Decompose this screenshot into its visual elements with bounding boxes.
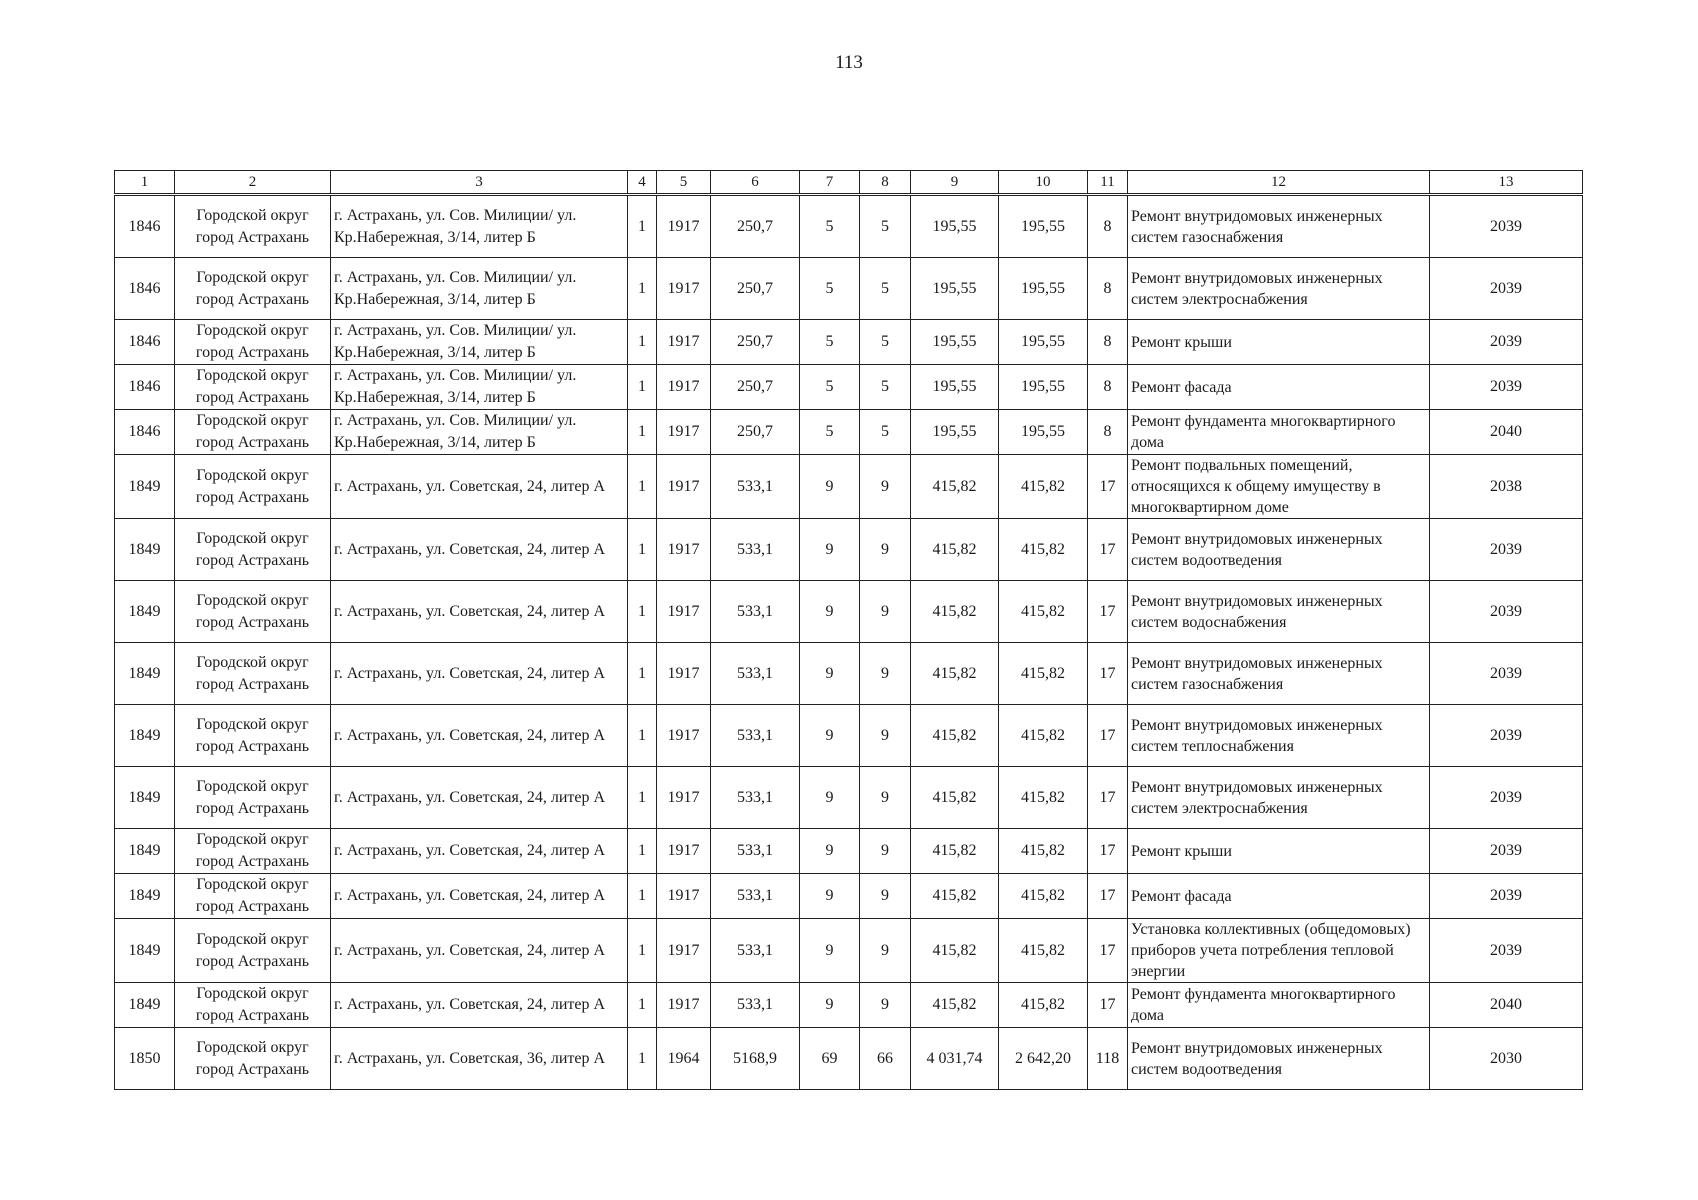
cell-record-number: 1849 — [115, 983, 175, 1028]
cell-col-4: 1 — [628, 410, 657, 455]
cell-col-11: 17 — [1088, 643, 1128, 705]
cell-col-7: 5 — [800, 258, 860, 320]
cell-col-7: 69 — [800, 1028, 860, 1090]
cell-col-6: 533,1 — [711, 983, 800, 1028]
cell-planned-year: 2040 — [1430, 983, 1583, 1028]
cell-col-9: 195,55 — [911, 195, 999, 258]
cell-address: г. Астрахань, ул. Сов. Милиции/ ул. Кр.Набережная, 3/14, литер Б — [331, 320, 628, 365]
cell-address: г. Астрахань, ул. Советская, 24, литер А — [331, 455, 628, 519]
cell-year: 1917 — [657, 829, 711, 874]
cell-planned-year: 2039 — [1430, 365, 1583, 410]
header-col-13: 13 — [1430, 171, 1583, 195]
header-col-7: 7 — [800, 171, 860, 195]
cell-municipality: Городской округ город Астрахань — [175, 643, 331, 705]
table-row — [115, 195, 1583, 258]
cell-col-11: 8 — [1088, 258, 1128, 320]
cell-col-6: 533,1 — [711, 643, 800, 705]
cell-col-8: 9 — [860, 581, 911, 643]
cell-col-9: 415,82 — [911, 829, 999, 874]
cell-col-6: 250,7 — [711, 320, 800, 365]
header-col-3: 3 — [331, 171, 628, 195]
table-row — [115, 983, 1583, 1028]
table-row — [115, 705, 1583, 767]
cell-col-8: 5 — [860, 365, 911, 410]
cell-col-4: 1 — [628, 258, 657, 320]
cell-work-type: Ремонт фасада — [1128, 874, 1430, 919]
cell-municipality: Городской округ город Астрахань — [175, 195, 331, 258]
cell-planned-year: 2039 — [1430, 705, 1583, 767]
cell-col-10: 195,55 — [999, 410, 1088, 455]
cell-year: 1917 — [657, 919, 711, 983]
cell-municipality: Городской округ город Астрахань — [175, 705, 331, 767]
cell-col-10: 415,82 — [999, 919, 1088, 983]
cell-col-7: 9 — [800, 767, 860, 829]
cell-col-11: 17 — [1088, 581, 1128, 643]
cell-col-10: 415,82 — [999, 455, 1088, 519]
cell-year: 1917 — [657, 983, 711, 1028]
cell-col-11: 17 — [1088, 767, 1128, 829]
cell-work-type: Ремонт крыши — [1128, 320, 1430, 365]
cell-work-type: Ремонт фасада — [1128, 365, 1430, 410]
cell-work-type: Ремонт фундамента многоквартирного дома — [1128, 410, 1430, 455]
cell-col-6: 533,1 — [711, 455, 800, 519]
cell-col-10: 415,82 — [999, 767, 1088, 829]
cell-col-4: 1 — [628, 643, 657, 705]
table-row — [115, 919, 1583, 983]
table-row — [115, 767, 1583, 829]
cell-planned-year: 2039 — [1430, 829, 1583, 874]
cell-municipality: Городской округ город Астрахань — [175, 410, 331, 455]
capital-repair-table — [114, 170, 1583, 1090]
cell-col-4: 1 — [628, 983, 657, 1028]
cell-planned-year: 2039 — [1430, 258, 1583, 320]
cell-record-number: 1846 — [115, 195, 175, 258]
cell-record-number: 1846 — [115, 365, 175, 410]
cell-work-type: Установка коллективных (общедомовых) приборов учета потребления тепловой энергии — [1128, 919, 1430, 983]
header-col-5: 5 — [657, 171, 711, 195]
cell-record-number: 1846 — [115, 258, 175, 320]
cell-address: г. Астрахань, ул. Сов. Милиции/ ул. Кр.Набережная, 3/14, литер Б — [331, 258, 628, 320]
cell-col-8: 9 — [860, 643, 911, 705]
cell-col-6: 533,1 — [711, 581, 800, 643]
cell-work-type: Ремонт внутридомовых инженерных систем электроснабжения — [1128, 258, 1430, 320]
cell-address: г. Астрахань, ул. Сов. Милиции/ ул. Кр.Набережная, 3/14, литер Б — [331, 410, 628, 455]
cell-col-8: 9 — [860, 874, 911, 919]
cell-address: г. Астрахань, ул. Сов. Милиции/ ул. Кр.Набережная, 3/14, литер Б — [331, 195, 628, 258]
cell-col-6: 533,1 — [711, 829, 800, 874]
cell-col-9: 415,82 — [911, 874, 999, 919]
cell-col-8: 9 — [860, 705, 911, 767]
cell-col-10: 415,82 — [999, 643, 1088, 705]
cell-work-type: Ремонт внутридомовых инженерных систем газоснабжения — [1128, 195, 1430, 258]
cell-col-7: 9 — [800, 874, 860, 919]
cell-year: 1917 — [657, 195, 711, 258]
cell-col-11: 17 — [1088, 455, 1128, 519]
header-col-8: 8 — [860, 171, 911, 195]
cell-record-number: 1849 — [115, 874, 175, 919]
cell-col-11: 17 — [1088, 705, 1128, 767]
cell-year: 1917 — [657, 258, 711, 320]
header-col-12: 12 — [1128, 171, 1430, 195]
cell-col-8: 5 — [860, 320, 911, 365]
cell-col-4: 1 — [628, 365, 657, 410]
table-row — [115, 365, 1583, 410]
cell-work-type: Ремонт внутридомовых инженерных систем теплоснабжения — [1128, 705, 1430, 767]
cell-record-number: 1846 — [115, 320, 175, 365]
cell-col-7: 5 — [800, 365, 860, 410]
cell-col-10: 415,82 — [999, 705, 1088, 767]
cell-col-9: 195,55 — [911, 320, 999, 365]
cell-col-6: 533,1 — [711, 767, 800, 829]
cell-col-6: 250,7 — [711, 195, 800, 258]
cell-col-11: 8 — [1088, 365, 1128, 410]
header-row — [115, 171, 1583, 195]
cell-col-9: 195,55 — [911, 365, 999, 410]
cell-planned-year: 2039 — [1430, 919, 1583, 983]
cell-year: 1917 — [657, 643, 711, 705]
table-row — [115, 519, 1583, 581]
cell-col-8: 5 — [860, 410, 911, 455]
cell-col-10: 195,55 — [999, 365, 1088, 410]
cell-municipality: Городской округ город Астрахань — [175, 455, 331, 519]
cell-municipality: Городской округ город Астрахань — [175, 320, 331, 365]
cell-planned-year: 2040 — [1430, 410, 1583, 455]
cell-work-type: Ремонт внутридомовых инженерных систем водоотведения — [1128, 1028, 1430, 1090]
cell-record-number: 1849 — [115, 829, 175, 874]
cell-col-7: 9 — [800, 581, 860, 643]
cell-planned-year: 2039 — [1430, 643, 1583, 705]
cell-municipality: Городской округ город Астрахань — [175, 829, 331, 874]
cell-col-6: 533,1 — [711, 705, 800, 767]
cell-year: 1917 — [657, 705, 711, 767]
cell-col-6: 5168,9 — [711, 1028, 800, 1090]
cell-address: г. Астрахань, ул. Советская, 24, литер А — [331, 705, 628, 767]
cell-col-7: 5 — [800, 410, 860, 455]
cell-col-4: 1 — [628, 1028, 657, 1090]
cell-col-7: 9 — [800, 919, 860, 983]
cell-col-9: 415,82 — [911, 705, 999, 767]
cell-record-number: 1849 — [115, 705, 175, 767]
cell-planned-year: 2039 — [1430, 874, 1583, 919]
cell-col-7: 5 — [800, 195, 860, 258]
cell-col-9: 415,82 — [911, 519, 999, 581]
cell-work-type: Ремонт внутридомовых инженерных систем водоотведения — [1128, 519, 1430, 581]
cell-municipality: Городской округ город Астрахань — [175, 919, 331, 983]
cell-planned-year: 2038 — [1430, 455, 1583, 519]
cell-col-11: 17 — [1088, 919, 1128, 983]
table-body — [115, 195, 1583, 1090]
cell-col-4: 1 — [628, 195, 657, 258]
cell-year: 1917 — [657, 519, 711, 581]
cell-address: г. Астрахань, ул. Советская, 24, литер А — [331, 519, 628, 581]
cell-col-4: 1 — [628, 919, 657, 983]
cell-col-6: 533,1 — [711, 874, 800, 919]
cell-record-number: 1846 — [115, 410, 175, 455]
header-col-6: 6 — [711, 171, 800, 195]
cell-work-type: Ремонт подвальных помещений, относящихся к общему имуществу в многоквартирном доме — [1128, 455, 1430, 519]
cell-col-8: 5 — [860, 258, 911, 320]
cell-record-number: 1850 — [115, 1028, 175, 1090]
cell-work-type: Ремонт внутридомовых инженерных систем электроснабжения — [1128, 767, 1430, 829]
cell-work-type: Ремонт крыши — [1128, 829, 1430, 874]
cell-municipality: Городской округ город Астрахань — [175, 581, 331, 643]
cell-address: г. Астрахань, ул. Советская, 24, литер А — [331, 643, 628, 705]
header-col-10: 10 — [999, 171, 1088, 195]
cell-year: 1917 — [657, 767, 711, 829]
cell-col-9: 415,82 — [911, 767, 999, 829]
cell-planned-year: 2039 — [1430, 519, 1583, 581]
cell-col-10: 415,82 — [999, 581, 1088, 643]
cell-work-type: Ремонт внутридомовых инженерных систем водоснабжения — [1128, 581, 1430, 643]
header-col-4: 4 — [628, 171, 657, 195]
cell-col-11: 17 — [1088, 983, 1128, 1028]
cell-col-10: 2 642,20 — [999, 1028, 1088, 1090]
cell-col-6: 250,7 — [711, 365, 800, 410]
cell-col-10: 195,55 — [999, 195, 1088, 258]
cell-col-8: 5 — [860, 195, 911, 258]
cell-col-4: 1 — [628, 320, 657, 365]
table-row — [115, 874, 1583, 919]
cell-municipality: Городской округ город Астрахань — [175, 767, 331, 829]
cell-year: 1917 — [657, 365, 711, 410]
cell-col-9: 415,82 — [911, 455, 999, 519]
cell-address: г. Астрахань, ул. Советская, 24, литер А — [331, 581, 628, 643]
cell-planned-year: 2039 — [1430, 767, 1583, 829]
header-col-2: 2 — [175, 171, 331, 195]
cell-record-number: 1849 — [115, 581, 175, 643]
cell-col-4: 1 — [628, 767, 657, 829]
header-col-9: 9 — [911, 171, 999, 195]
cell-record-number: 1849 — [115, 643, 175, 705]
cell-year: 1917 — [657, 874, 711, 919]
cell-planned-year: 2039 — [1430, 581, 1583, 643]
cell-col-7: 9 — [800, 983, 860, 1028]
table-row — [115, 643, 1583, 705]
cell-col-6: 533,1 — [711, 919, 800, 983]
cell-col-6: 250,7 — [711, 410, 800, 455]
cell-year: 1917 — [657, 410, 711, 455]
cell-address: г. Астрахань, ул. Советская, 24, литер А — [331, 767, 628, 829]
cell-col-8: 9 — [860, 829, 911, 874]
cell-col-7: 9 — [800, 455, 860, 519]
header-col-1: 1 — [115, 171, 175, 195]
cell-col-7: 9 — [800, 705, 860, 767]
cell-col-8: 9 — [860, 519, 911, 581]
cell-municipality: Городской округ город Астрахань — [175, 519, 331, 581]
cell-col-9: 195,55 — [911, 258, 999, 320]
cell-year: 1917 — [657, 581, 711, 643]
cell-col-11: 17 — [1088, 519, 1128, 581]
cell-col-10: 415,82 — [999, 983, 1088, 1028]
cell-municipality: Городской округ город Астрахань — [175, 365, 331, 410]
cell-year: 1917 — [657, 320, 711, 365]
cell-record-number: 1849 — [115, 919, 175, 983]
table-row — [115, 1028, 1583, 1090]
header-col-11: 11 — [1088, 171, 1128, 195]
table-row — [115, 581, 1583, 643]
cell-municipality: Городской округ город Астрахань — [175, 1028, 331, 1090]
cell-col-8: 9 — [860, 983, 911, 1028]
cell-planned-year: 2030 — [1430, 1028, 1583, 1090]
cell-col-10: 415,82 — [999, 829, 1088, 874]
cell-col-8: 9 — [860, 767, 911, 829]
cell-municipality: Городской округ город Астрахань — [175, 258, 331, 320]
cell-col-7: 9 — [800, 519, 860, 581]
cell-col-9: 4 031,74 — [911, 1028, 999, 1090]
cell-col-7: 5 — [800, 320, 860, 365]
cell-col-10: 195,55 — [999, 320, 1088, 365]
cell-col-9: 415,82 — [911, 643, 999, 705]
cell-col-11: 8 — [1088, 195, 1128, 258]
cell-col-10: 415,82 — [999, 874, 1088, 919]
cell-col-7: 9 — [800, 643, 860, 705]
cell-municipality: Городской округ город Астрахань — [175, 874, 331, 919]
cell-record-number: 1849 — [115, 767, 175, 829]
cell-record-number: 1849 — [115, 519, 175, 581]
cell-col-8: 9 — [860, 455, 911, 519]
table-row — [115, 455, 1583, 519]
cell-col-4: 1 — [628, 581, 657, 643]
cell-col-11: 118 — [1088, 1028, 1128, 1090]
cell-work-type: Ремонт внутридомовых инженерных систем газоснабжения — [1128, 643, 1430, 705]
cell-col-4: 1 — [628, 519, 657, 581]
cell-municipality: Городской округ город Астрахань — [175, 983, 331, 1028]
cell-col-4: 1 — [628, 705, 657, 767]
cell-record-number: 1849 — [115, 455, 175, 519]
table-row — [115, 320, 1583, 365]
cell-work-type: Ремонт фундамента многоквартирного дома — [1128, 983, 1430, 1028]
cell-col-9: 415,82 — [911, 919, 999, 983]
cell-col-4: 1 — [628, 829, 657, 874]
table-row — [115, 410, 1583, 455]
cell-col-11: 17 — [1088, 829, 1128, 874]
cell-planned-year: 2039 — [1430, 320, 1583, 365]
cell-col-7: 9 — [800, 829, 860, 874]
cell-col-10: 415,82 — [999, 519, 1088, 581]
cell-col-11: 8 — [1088, 410, 1128, 455]
cell-col-8: 9 — [860, 919, 911, 983]
cell-address: г. Астрахань, ул. Советская, 24, литер А — [331, 983, 628, 1028]
cell-col-11: 8 — [1088, 320, 1128, 365]
cell-col-9: 195,55 — [911, 410, 999, 455]
cell-year: 1917 — [657, 455, 711, 519]
cell-planned-year: 2039 — [1430, 195, 1583, 258]
cell-address: г. Астрахань, ул. Советская, 36, литер А — [331, 1028, 628, 1090]
cell-address: г. Астрахань, ул. Советская, 24, литер А — [331, 919, 628, 983]
cell-col-9: 415,82 — [911, 581, 999, 643]
cell-address: г. Астрахань, ул. Сов. Милиции/ ул. Кр.Набережная, 3/14, литер Б — [331, 365, 628, 410]
cell-year: 1964 — [657, 1028, 711, 1090]
cell-col-4: 1 — [628, 455, 657, 519]
page-number: 113 — [835, 52, 863, 73]
cell-col-8: 66 — [860, 1028, 911, 1090]
cell-address: г. Астрахань, ул. Советская, 24, литер А — [331, 874, 628, 919]
cell-col-9: 415,82 — [911, 983, 999, 1028]
table-row — [115, 829, 1583, 874]
cell-col-11: 17 — [1088, 874, 1128, 919]
cell-address: г. Астрахань, ул. Советская, 24, литер А — [331, 829, 628, 874]
cell-col-4: 1 — [628, 874, 657, 919]
table-row — [115, 258, 1583, 320]
cell-col-6: 250,7 — [711, 258, 800, 320]
cell-col-10: 195,55 — [999, 258, 1088, 320]
cell-col-6: 533,1 — [711, 519, 800, 581]
